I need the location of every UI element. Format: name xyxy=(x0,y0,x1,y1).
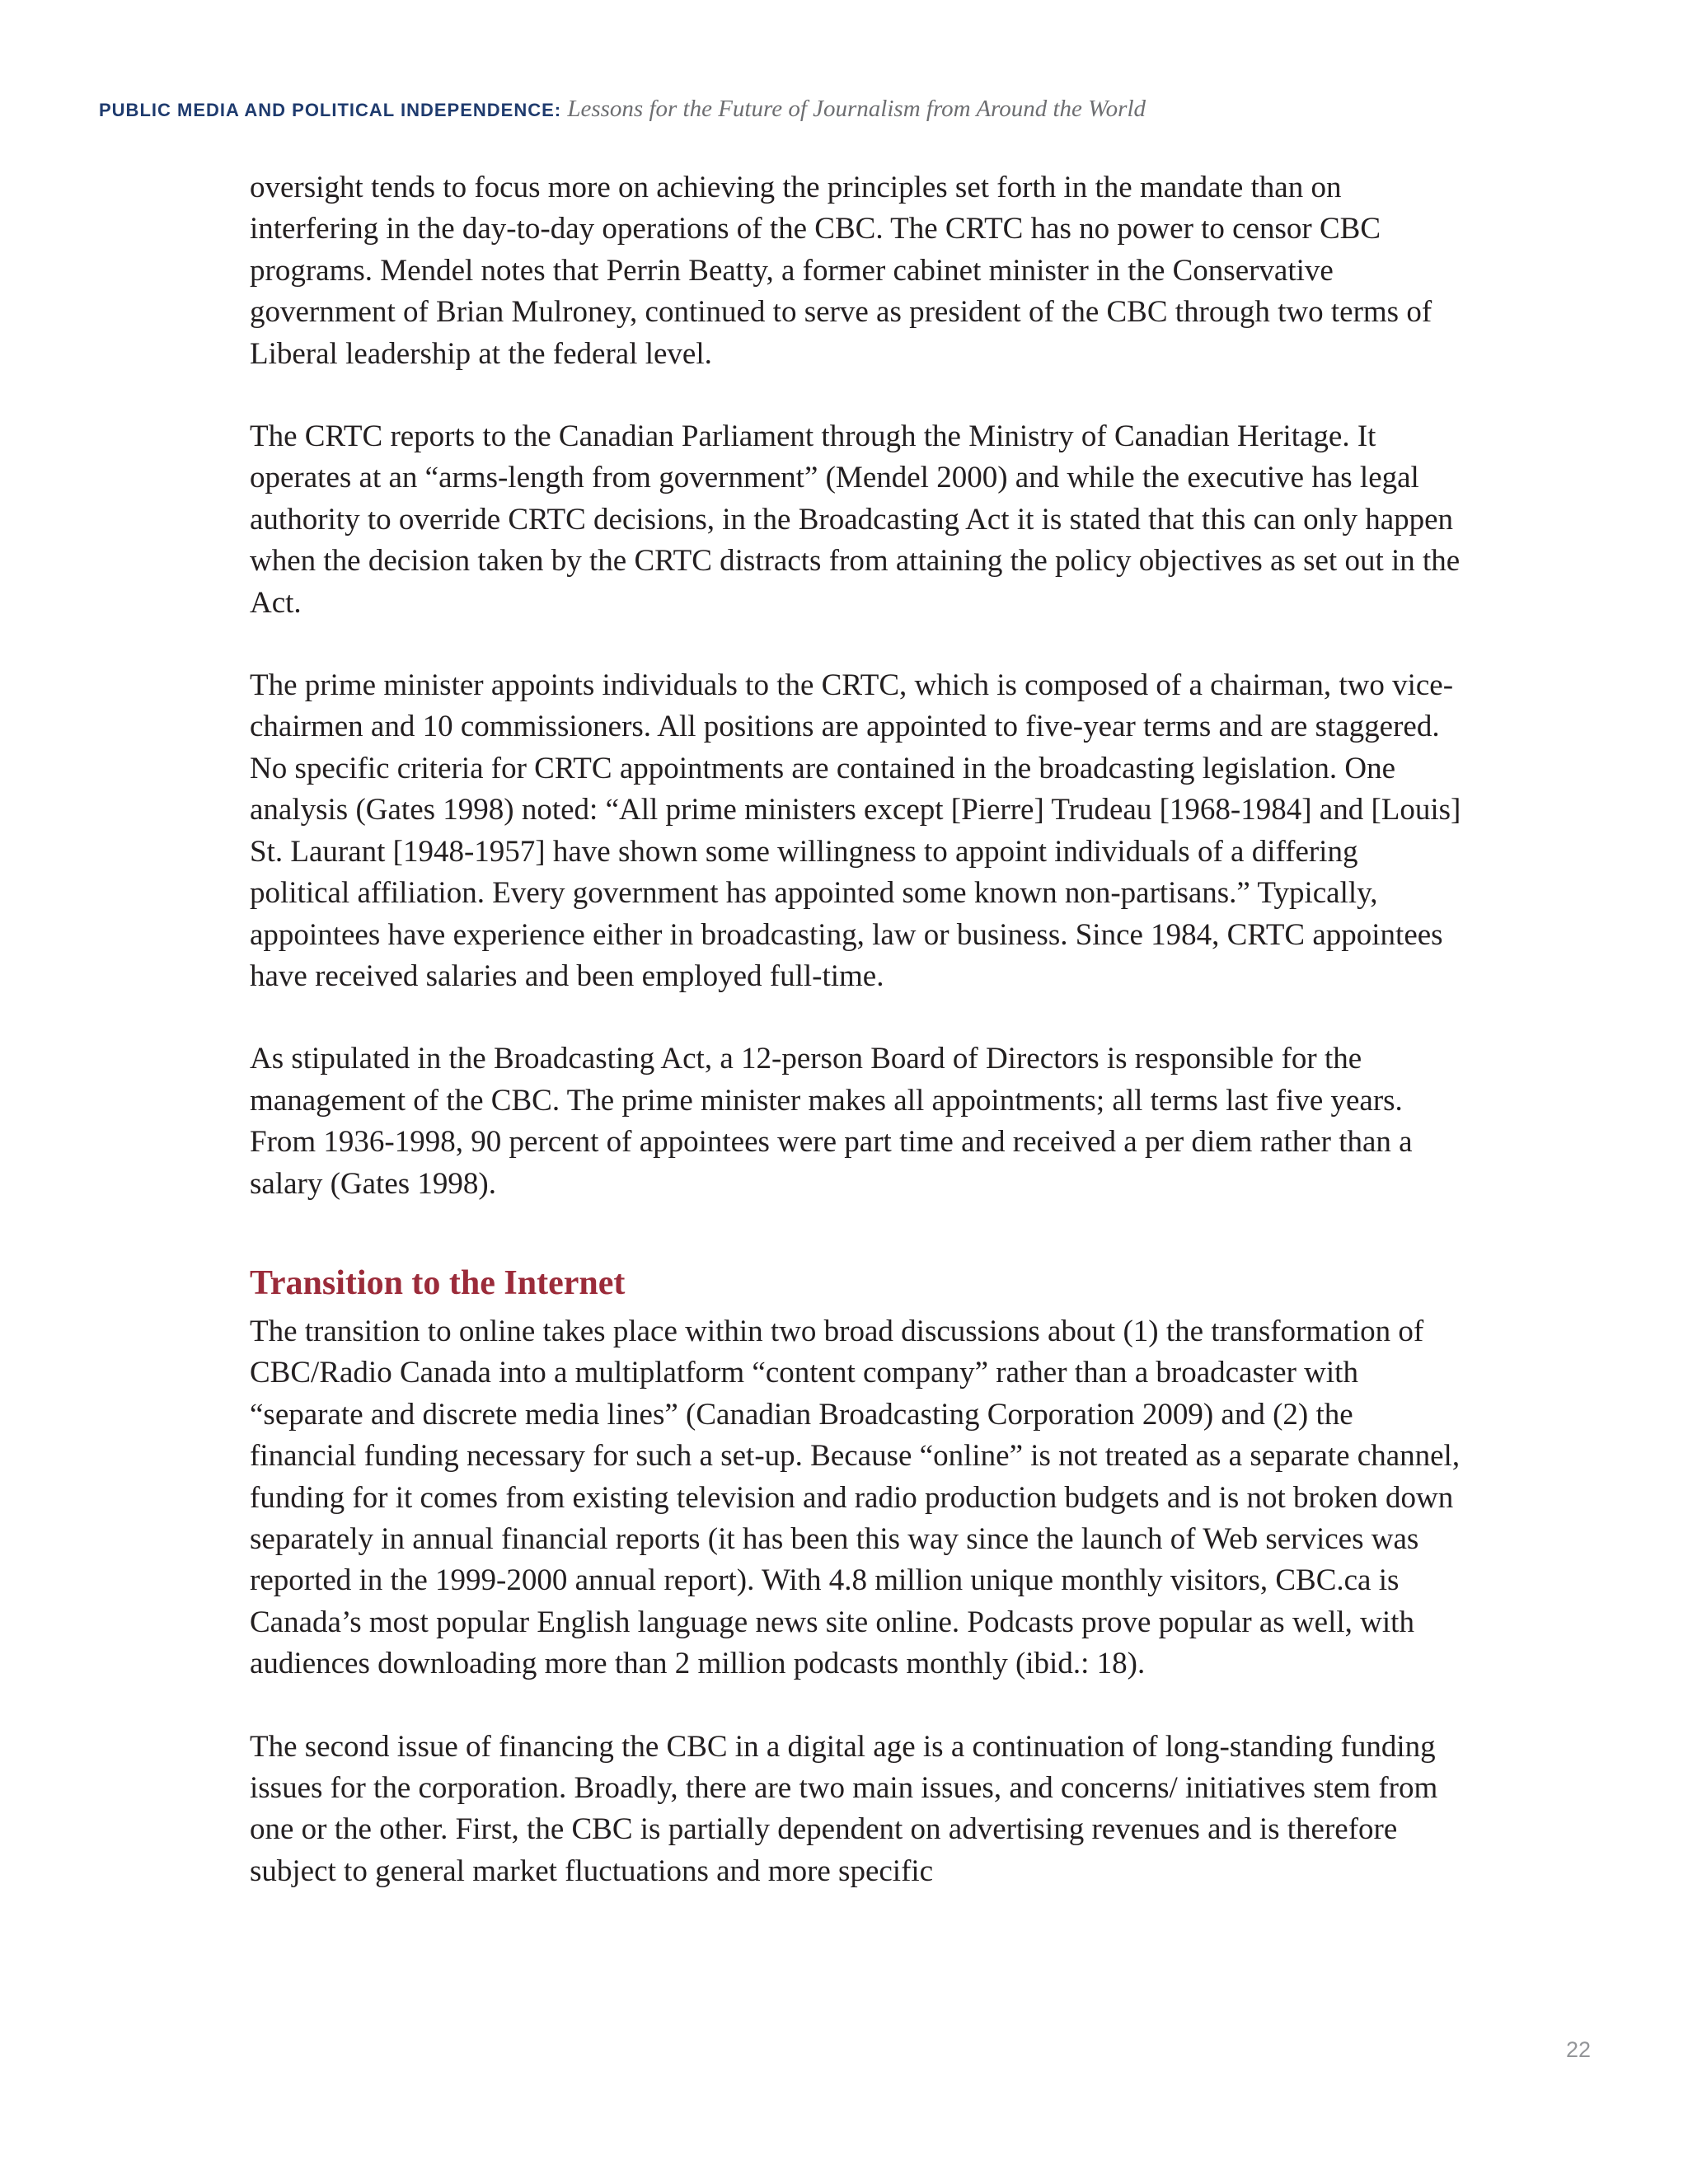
running-header xyxy=(99,92,1582,127)
paragraph-4: As stipulated in the Broadcasting Act, a 12-person Board of Directors is responsible for the management of the CBC. The prime minister makes all appointments; all terms last five years. From 1936-1998, 90 percent of appointees were part time and received a per diem rather than a salary (Gates 1998). xyxy=(250,1042,1413,1201)
section-paragraph-2: The second issue of financing the CBC in a digital age is a continuation of long-standing funding issues for the corporation. Broadly, there are two main issues, and concerns/ initiatives stem from one or the other. First, the CBC is partially dependent on advertising revenues and is therefore subject to general market fluctuations and more specific xyxy=(250,1729,1438,1888)
section-paragraph-1: The transition to online takes place within two broad discussions about (1) the transformation of CBC/Radio Canada into a multiplatform “content company” rather than a broadcaster with “separate and discrete media lines” (Canadian Broadcasting Corporation 2009) and (2) the financial funding necessary for such a set-up. Because “online” is not treated as a separate channel, funding for it comes from existing television and radio production budgets and is not broken down separately in annual financial reports (it has been this way since the launch of Web services was reported in the 1999-2000 annual report). With 4.8 million unique monthly visitors, CBC.ca is Canada’s most popular English language news site online. Podcasts prove popular as well, with audiences downloading more than 2 million podcasts monthly (ibid.: 18). xyxy=(250,1314,1461,1681)
body-text xyxy=(250,167,1461,1892)
running-header-subtitle: Lessons for the Future of Journalism from Around the World xyxy=(567,96,1146,122)
running-header-title: PUBLIC MEDIA AND POLITICAL INDEPENDENCE: xyxy=(99,100,562,120)
paragraph-1: oversight tends to focus more on achieving the principles set forth in the mandate than on interfering in the day-to-day operations of the CBC. The CRTC has no power to censor CBC programs. Mendel notes that Perrin Beatty, a former cabinet minister in the Conservative government of Brian Mulroney, continued to serve as president of the CBC through two terms of Liberal leadership at the federal level. xyxy=(250,171,1432,371)
page-number: 22 xyxy=(1565,2037,1591,2062)
paragraph-3: The prime minister appoints individuals to the CRTC, which is composed of a chairman, two vice-chairmen and 10 commissioners. All positions are appointed to five-year terms and are staggered. No specific criteria for CRTC appointments are contained in the broadcasting legislation. One analysis (Gates 1998) noted: “All prime ministers except [Pierre] Trudeau [1968-1984] and [Louis] St. Laurant [1948-1957] have shown some willingness to appoint individuals of a differing political affiliation. Every government has appointed some known non-partisans.” Typically, appointees have experience either in broadcasting, law or business. Since 1984, CRTC appointees have received salaries and been employed full-time. xyxy=(250,668,1461,993)
paragraph-2: The CRTC reports to the Canadian Parliament through the Ministry of Canadian Heritage. It operates at an “arms-length from government” (Mendel 2000) and while the executive has legal authority to override CRTC decisions, in the Broadcasting Act it is stated that this can only happen when the decision taken by the CRTC distracts from attaining the policy objectives as set out in the Act. xyxy=(250,419,1461,620)
section-heading: Transition to the Internet xyxy=(250,1263,626,1302)
